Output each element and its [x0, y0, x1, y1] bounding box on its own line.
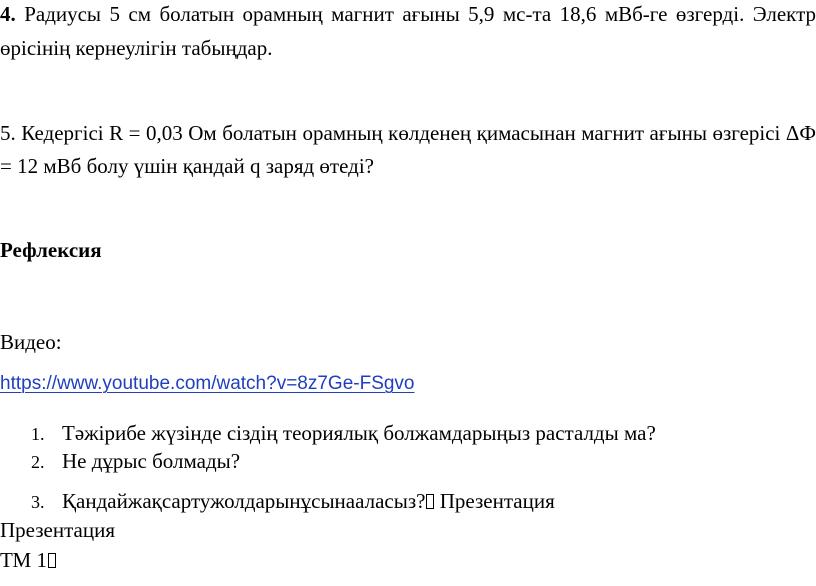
- task-4-text-line-1: Радиусы 5 см болатын орамның магнит ағыны 5,9 мс-та 18,6 мВб-ге өзгерді. Электр: [24, 2, 816, 26]
- footer-line-1: Презентация: [0, 518, 115, 542]
- list-item-text: Не дұрыс болмады?: [62, 449, 241, 473]
- footer-line-2: [0, 548, 56, 573]
- task-4-text-line-2: өрісінің кернеулігін табыңдар.: [0, 36, 273, 60]
- reflection-heading: Рефлексия: [0, 238, 102, 262]
- list-item-text-main: Қандайжақсартужолдарынұсынааласыз?: [62, 489, 426, 513]
- video-label: Видео:: [0, 330, 62, 354]
- task-5-text-line-2: = 12 мВб болу үшін қандай q заряд өтеді?: [0, 154, 374, 178]
- list-item-text: [62, 489, 555, 514]
- list-item-text-suffix: Презентация: [434, 489, 555, 513]
- list-item-number: 1.: [31, 424, 45, 444]
- list-item-number: 3.: [31, 492, 45, 512]
- footer-line-2-text: ТМ 1: [0, 548, 47, 572]
- task-5-text-line-1: 5. Кедергісі R = 0,03 Ом болатын орамның көлденең қимасынан магнит ағыны өзгерісі ΔФ: [0, 121, 816, 145]
- video-link[interactable]: https://www.youtube.com/watch?v=8z7Ge-FSgvo: [0, 373, 415, 394]
- task-4-line-1: [0, 2, 816, 27]
- missing-glyph-icon: [48, 553, 56, 568]
- list-item-text: Тәжірибе жүзінде сіздің теориялық болжамдарыңыз расталды ма?: [62, 421, 656, 445]
- list-item-number: 2.: [31, 452, 45, 472]
- task-4-number: 4.: [0, 2, 16, 26]
